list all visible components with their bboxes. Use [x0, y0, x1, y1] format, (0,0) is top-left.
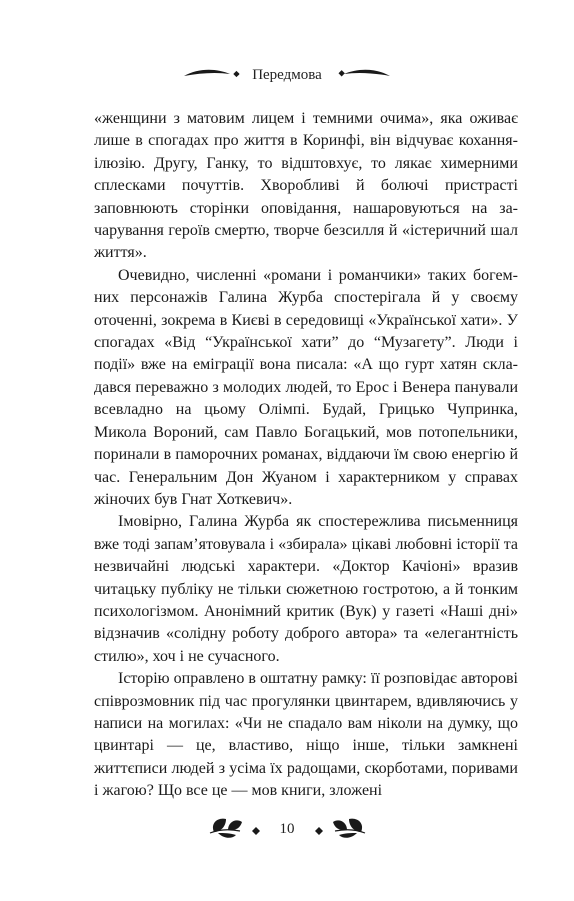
running-header: [0, 62, 574, 88]
body-text: [94, 108, 518, 803]
paragraph: Імовірно, Галина Журба як спостережлива письменниця вже тоді запам’ятовувала і «збирала» цікаві любовні історії та незвичайні людські характери. «Доктор Качіоні» вразив читацьку публіку не тільки сюжетною гостротою, а й тонким психологізмом. Анонімний критик (Вук) у газеті «Наші дні» відзначив «солідну роботу доброго автора» та «елегантність стилю», хоч і не сучасного.: [94, 513, 518, 665]
paragraph: Історію оправлено в оштатну рамку: її розповідає авторові співрозмовник під час прогулянки цвинтарем, вдивляючись у написи на могилах: «Чи не спадало вам ніколи на думку, що цвинтарі — це, властиво, ніщо інше, тільки замкнені життєписи людей з усіма їх радощами, скорботами, поривами і жагою? Що все це — мов книги, зложені: [94, 670, 518, 800]
paragraph: Очевидно, численні «романи і романчики» таких богемних персонажів Галина Журба спостерігала й у своєму оточенні, зокрема в Києві в середовищі «Української хати». У спогадах «Від “Української хати” до “Музагету”. Люди і події» вже на еміграції вона писала: «А що гурт хатян складався переважно з молодих людей, то Ерос і Венера панували всевладно на цьому Олімпі. Будай, Грицько Чупринка, Микола Вороний, сам Павло Богацький, мов потопельники, поринали в паморочних романах, віддаючи їм свою енергію й час. Генеральним Дон Жуаном і характерником у справах жіночих був Гнат Хоткевич».: [94, 266, 518, 508]
leaves-ornament-icon: [311, 813, 369, 845]
leaf-swoosh-ornament-icon: [334, 66, 392, 85]
paragraph: «женщини з матовим лицем і темними очима», яка оживає лише в спогадах про життя в Коринфі, він відчуває кохання-ілюзію. Другу, Ганку, то відштовхує, то лякає химерними сплесками почуттів. Хворобливі й болючі пристрасті заповнюють сторінки оповідання, нашаровуються на зачарування героїв смертю, творче безсилля й «істеричний шал життя».: [94, 110, 518, 262]
running-header-title: Передмова: [252, 66, 322, 83]
page-number: 10: [279, 820, 295, 837]
leaf-swoosh-ornament-icon: [182, 66, 240, 85]
leaves-ornament-icon: [206, 813, 264, 845]
page-footer: [0, 812, 574, 846]
